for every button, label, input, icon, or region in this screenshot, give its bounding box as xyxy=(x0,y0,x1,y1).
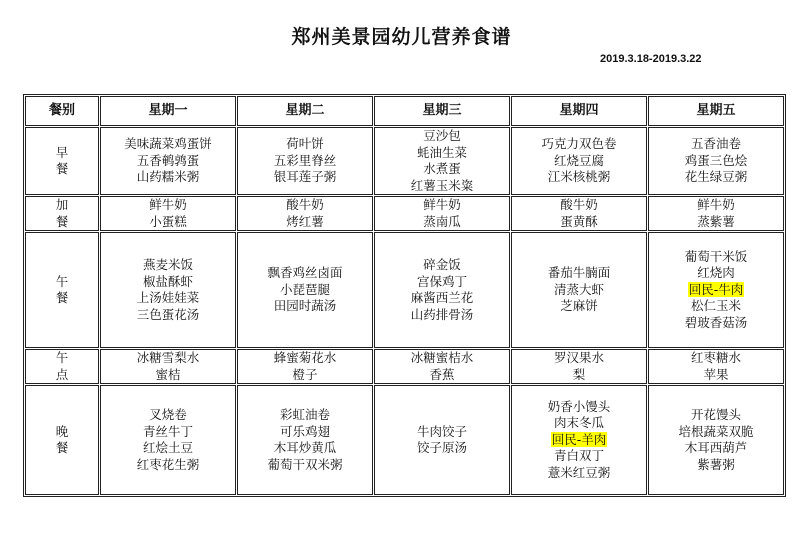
dish-item: 番茄牛腩面 xyxy=(547,265,611,281)
afternoon-snack-row xyxy=(25,349,784,384)
breakfast-mon-cell xyxy=(100,127,236,195)
meal-label-char: 点 xyxy=(55,366,69,382)
dinner-fri-cell xyxy=(648,385,784,495)
dish-item: 薏米红豆粥 xyxy=(547,464,611,480)
dish-item: 冰糖雪梨水 xyxy=(136,350,200,365)
dish-item: 葡萄干米饭 xyxy=(684,248,748,264)
dish-item: 水煮蛋 xyxy=(423,161,461,176)
breakfast-row xyxy=(25,127,784,195)
day-header-tue: 星期二 xyxy=(237,96,373,126)
dish-item: 鲜牛奶 xyxy=(697,197,735,212)
dish-item: 烤红薯 xyxy=(286,213,324,229)
dish-item: 椒盐酥虾 xyxy=(142,273,193,289)
lunch-wed-cell xyxy=(374,232,510,348)
dish-item: 红枣糖水 xyxy=(690,350,741,365)
dish-item: 蜂蜜菊花水 xyxy=(273,350,337,365)
dish-item: 香蕉 xyxy=(429,366,455,382)
dish-item: 蛋黄酥 xyxy=(560,213,598,229)
dish-item: 肉末冬瓜 xyxy=(553,415,604,431)
dish-item: 清蒸大虾 xyxy=(553,281,604,297)
snack_am-label xyxy=(25,196,99,231)
day-header-fri: 星期五 xyxy=(648,96,784,126)
dish-item: 红枣花生粥 xyxy=(136,456,200,472)
meal-label-char: 餐 xyxy=(55,213,69,229)
dish-item: 美味蔬菜鸡蛋饼 xyxy=(124,136,212,152)
dish-item: 宫保鸡丁 xyxy=(416,273,467,289)
dish-item: 奶香小馒头 xyxy=(547,398,611,414)
dish-item: 五香鹌鹑蛋 xyxy=(136,152,200,168)
dish-item: 罗汉果水 xyxy=(553,350,604,365)
dish-item: 芝麻饼 xyxy=(560,298,598,314)
breakfast-thu-cell xyxy=(511,127,647,195)
meal-label-char: 加 xyxy=(55,197,69,212)
day-header-mon: 星期一 xyxy=(100,96,236,126)
snack_am-tue-cell xyxy=(237,196,373,231)
dish-item: 鲜牛奶 xyxy=(423,197,461,212)
dish-item: 饺子原汤 xyxy=(416,440,467,455)
dish-item: 豆沙包 xyxy=(423,128,461,143)
snack_pm-tue-cell xyxy=(237,349,373,384)
dish-item: 鸡蛋三色烩 xyxy=(684,152,748,168)
snack_pm-label xyxy=(25,349,99,384)
dinner-wed-cell xyxy=(374,385,510,495)
meal-label-char: 午 xyxy=(55,273,69,289)
dish-item: 上汤娃娃菜 xyxy=(136,290,200,305)
snack_pm-mon-cell xyxy=(100,349,236,384)
dish-item: 巧克力双色卷 xyxy=(541,136,617,152)
header-row xyxy=(25,96,784,126)
meal-label-char: 餐 xyxy=(55,290,69,305)
dinner-label xyxy=(25,385,99,495)
dish-item: 银耳莲子粥 xyxy=(273,169,337,185)
lunch-tue-cell xyxy=(237,232,373,348)
dish-item: 碧玻香菇汤 xyxy=(684,314,748,330)
dish-item: 燕麦米饭 xyxy=(142,257,193,272)
dish-item: 飘香鸡丝卤面 xyxy=(267,265,343,281)
meal-label-char: 晚 xyxy=(55,423,69,439)
dish-item: 梨 xyxy=(572,366,586,382)
dish-item: 三色蛋花汤 xyxy=(136,306,200,322)
snack_am-fri-cell xyxy=(648,196,784,231)
breakfast-fri-cell xyxy=(648,127,784,195)
dish-item: 冰糖蜜桔水 xyxy=(410,350,474,365)
snack_am-wed-cell xyxy=(374,196,510,231)
dish-item: 山药糯米粥 xyxy=(136,169,200,185)
meal-label-char: 餐 xyxy=(55,440,69,455)
morning-snack-row xyxy=(25,196,784,231)
dish-item: 鲜牛奶 xyxy=(149,197,187,212)
dish-item: 红烧豆腐 xyxy=(553,152,604,168)
dish-item: 小琵琶腿 xyxy=(279,281,330,297)
date-range: 2019.3.18-2019.3.22 xyxy=(600,53,702,65)
dish-item: 松仁玉米 xyxy=(690,298,741,314)
dish-item: 橙子 xyxy=(292,366,318,382)
dinner-row xyxy=(25,385,784,495)
dish-item: 紫薯粥 xyxy=(697,456,735,472)
snack_pm-wed-cell xyxy=(374,349,510,384)
lunch-mon-cell xyxy=(100,232,236,348)
dish-item: 酸牛奶 xyxy=(560,197,598,212)
dish-item: 苹果 xyxy=(703,366,729,382)
dish-item: 荷叶饼 xyxy=(286,136,324,152)
dish-item: 江米核桃粥 xyxy=(547,169,611,185)
dish-item: 青白双丁 xyxy=(553,448,604,464)
dish-item: 红薯玉米粢 xyxy=(410,177,474,193)
meal-label-char: 午 xyxy=(55,350,69,365)
lunch-thu-cell xyxy=(511,232,647,348)
meal-label-char: 餐 xyxy=(55,161,69,176)
dish-item: 牛肉饺子 xyxy=(416,423,467,439)
lunch-row xyxy=(25,232,784,348)
dish-item: 五彩里脊丝 xyxy=(273,152,337,168)
dinner-thu-cell xyxy=(511,385,647,495)
dish-item: 麻酱西兰花 xyxy=(410,290,474,305)
dish-item: 叉烧卷 xyxy=(149,407,187,422)
lunch-label xyxy=(25,232,99,348)
dish-item: 山药排骨汤 xyxy=(410,306,474,322)
dish-item xyxy=(649,282,783,299)
dinner-mon-cell xyxy=(100,385,236,495)
lunch-fri-cell xyxy=(648,232,784,348)
dish-item: 培根蔬菜双脆 xyxy=(678,423,754,439)
snack_am-thu-cell xyxy=(511,196,647,231)
breakfast-label xyxy=(25,127,99,195)
snack_am-mon-cell xyxy=(100,196,236,231)
dish-item: 蚝油生菜 xyxy=(416,144,467,160)
dish-item: 酸牛奶 xyxy=(286,197,324,212)
dish-item: 葡萄干双米粥 xyxy=(267,456,343,472)
dish-item: 蒸南瓜 xyxy=(423,213,461,229)
menu-table xyxy=(23,94,786,497)
dish-item: 红烧肉 xyxy=(697,265,735,281)
snack_pm-fri-cell xyxy=(648,349,784,384)
dish-item: 蒸紫薯 xyxy=(697,213,735,229)
dish-item: 五香油卷 xyxy=(690,136,741,152)
dinner-tue-cell xyxy=(237,385,373,495)
snack_pm-thu-cell xyxy=(511,349,647,384)
dish-item: 木耳炒黄瓜 xyxy=(273,440,337,455)
page-title: 郑州美景园幼儿营养食谱 xyxy=(291,26,512,48)
day-header-thu: 星期四 xyxy=(511,96,647,126)
dish-item: 木耳西葫芦 xyxy=(684,440,748,455)
meal-label-char: 早 xyxy=(55,144,69,160)
dish-item: 开花馒头 xyxy=(690,407,741,422)
breakfast-tue-cell xyxy=(237,127,373,195)
dish-item: 田园时蔬汤 xyxy=(273,298,337,314)
dish-item: 蜜桔 xyxy=(155,366,181,382)
highlighted-dish: 回民-牛肉 xyxy=(688,281,744,297)
dish-item: 可乐鸡翅 xyxy=(279,423,330,439)
dish-item xyxy=(512,432,646,449)
dish-item: 彩虹油卷 xyxy=(279,407,330,422)
breakfast-wed-cell xyxy=(374,127,510,195)
dish-item: 花生绿豆粥 xyxy=(684,169,748,185)
dish-item: 小蛋糕 xyxy=(149,213,187,229)
dish-item: 青丝牛丁 xyxy=(142,423,193,439)
highlighted-dish: 回民-羊肉 xyxy=(551,431,607,447)
dish-item: 碎金饭 xyxy=(423,257,461,272)
meal-column-header: 餐别 xyxy=(25,96,99,126)
day-header-wed: 星期三 xyxy=(374,96,510,126)
dish-item: 红烩土豆 xyxy=(142,440,193,455)
